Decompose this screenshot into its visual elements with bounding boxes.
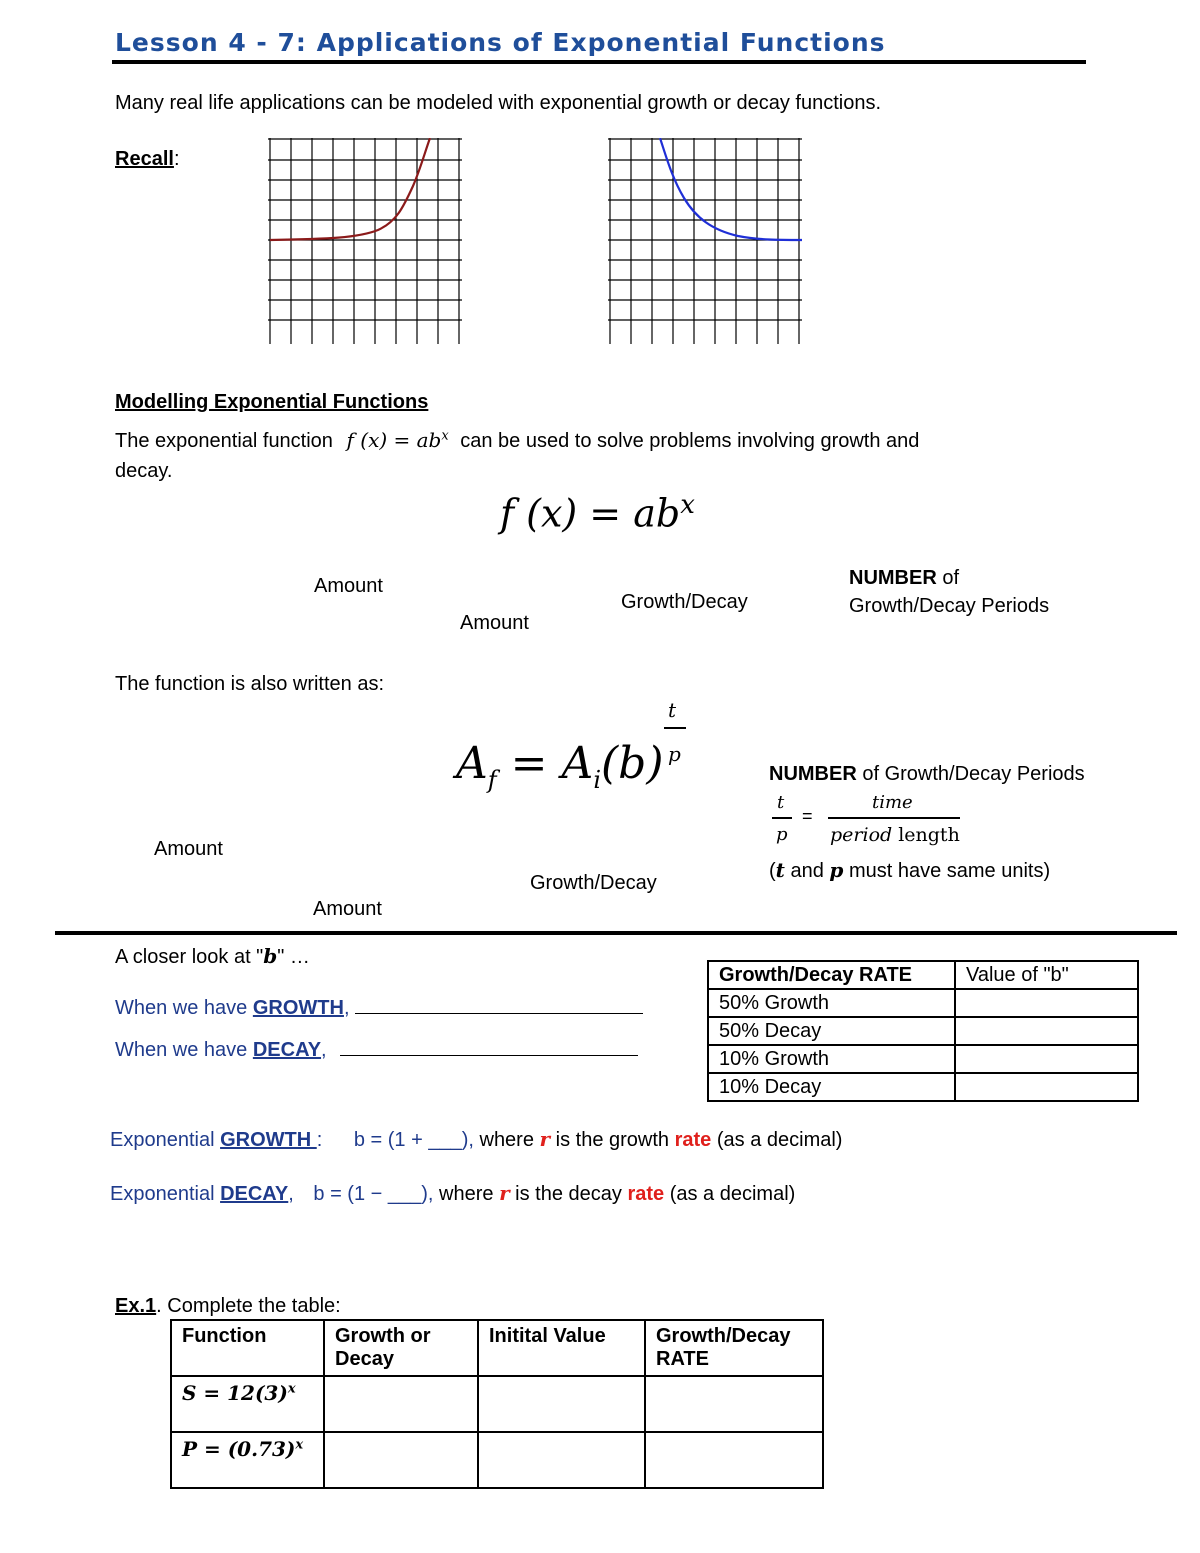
frac-period: period: [830, 824, 893, 846]
modelling-sentence-c: decay.: [115, 460, 173, 482]
units-p: p: [829, 858, 844, 882]
row1-exp: x: [287, 1381, 296, 1397]
recall-label: [115, 148, 180, 171]
value-cell[interactable]: [955, 989, 1138, 1017]
units-note: [769, 858, 1050, 883]
table-row: [708, 1017, 1138, 1045]
rate-header: Growth/Decay RATE: [708, 961, 955, 989]
label-amount-2: Amount: [460, 612, 529, 634]
decay-end: (as a decimal): [664, 1183, 796, 1205]
recall-colon: :: [173, 148, 180, 170]
inline-formula-exp: x: [441, 428, 449, 444]
decay-where: where: [433, 1183, 500, 1205]
row2-function: P = (0.73): [182, 1437, 296, 1461]
table-row: [171, 1320, 823, 1376]
periods-bold: NUMBER: [769, 763, 857, 785]
table-row: [708, 961, 1138, 989]
alt-formula-lhs-sub: f: [487, 765, 497, 794]
table-row: [708, 989, 1138, 1017]
title-rule: [112, 60, 1086, 64]
units-t: t: [775, 858, 785, 882]
function-cell: [171, 1432, 324, 1488]
value-header: Value of "b": [955, 961, 1138, 989]
table-row: [708, 1045, 1138, 1073]
inline-formula-base: f (x) = ab: [346, 428, 442, 452]
decay-r: r: [499, 1181, 510, 1205]
example-heading: [115, 1295, 341, 1318]
recall-word: Recall: [115, 148, 174, 170]
section-divider: [55, 931, 1177, 935]
col-header-initial-value: Initital Value: [478, 1320, 645, 1376]
table-row: [171, 1432, 823, 1488]
answer-cell[interactable]: [478, 1376, 645, 1432]
rate-cell: 50% Growth: [708, 989, 955, 1017]
decay-grid: [608, 138, 802, 344]
col-header-rate: Growth/Decay RATE: [645, 1320, 823, 1376]
rate-cell: 50% Decay: [708, 1017, 955, 1045]
growth-formula-eq: b = (1 + ___),: [353, 1129, 474, 1151]
modelling-heading: Modelling Exponential Functions: [115, 391, 429, 413]
frac-equals: =: [802, 806, 813, 826]
decay-formula-b: DECAY: [220, 1183, 289, 1205]
decay-formula-a: Exponential: [110, 1183, 221, 1205]
col-header-function: Function: [171, 1320, 324, 1376]
decay-formula-eq: b = (1 − ___),: [313, 1183, 434, 1205]
units-open: (: [769, 860, 776, 882]
table-row: [708, 1073, 1138, 1101]
function-cell: [171, 1376, 324, 1432]
answer-cell[interactable]: [324, 1376, 478, 1432]
answer-cell[interactable]: [645, 1432, 823, 1488]
alt-amount-1: Amount: [154, 838, 223, 860]
alt-formula-rhs-sub: i: [593, 765, 602, 794]
alt-formula-rhs: A: [561, 738, 594, 789]
closer-decay-b: DECAY: [252, 1039, 322, 1061]
label-number-bold: NUMBER: [849, 567, 937, 589]
exp-fraction-bar: [664, 727, 686, 729]
alt-form-intro: The function is also written as:: [115, 673, 385, 695]
closer-decay-c: ,: [321, 1039, 327, 1061]
growth-mid: is the growth: [550, 1129, 675, 1151]
growth-where: where: [473, 1129, 540, 1151]
answer-cell[interactable]: [478, 1432, 645, 1488]
alt-formula-lhs: A: [456, 738, 488, 789]
growth-formula-a: Exponential: [110, 1129, 221, 1151]
exp-t: t: [668, 698, 677, 722]
value-cell[interactable]: [955, 1045, 1138, 1073]
modelling-sentence-b: can be used to solve problems involving growth and: [460, 430, 920, 452]
closer-intro: [115, 944, 310, 969]
alt-formula-equals: =: [510, 738, 548, 789]
closer-growth-a: When we have: [115, 997, 253, 1019]
closer-growth-c: ,: [343, 997, 350, 1019]
growth-grid: [268, 138, 462, 344]
rate-cell: 10% Decay: [708, 1073, 955, 1101]
example-table: [170, 1319, 824, 1489]
answer-cell[interactable]: [645, 1376, 823, 1432]
row1-function: S = 12(3): [182, 1381, 288, 1405]
example-label-dot: .: [156, 1295, 162, 1317]
units-rest: must have same units): [843, 860, 1051, 882]
closer-intro-a: A closer look at ": [115, 946, 264, 968]
modelling-sentence: [115, 428, 919, 453]
growth-curve: [270, 138, 430, 240]
closer-decay: [115, 1039, 638, 1062]
big-formula: [500, 490, 695, 536]
closer-intro-c: " …: [277, 946, 310, 968]
intro-text: Many real life applications can be modeled with exponential growth or decay functions.: [115, 92, 881, 114]
page-title: Lesson 4 - 7: Applications of Exponential Functions: [115, 28, 886, 57]
label-periods: Growth/Decay Periods: [849, 595, 1050, 617]
growth-end: (as a decimal): [711, 1129, 843, 1151]
growth-rate-word: rate: [674, 1129, 712, 1151]
rate-table: [707, 960, 1139, 1102]
rate-cell: 10% Growth: [708, 1045, 955, 1073]
label-growth-decay: Growth/Decay: [621, 591, 748, 613]
answer-cell[interactable]: [324, 1432, 478, 1488]
value-cell[interactable]: [955, 1017, 1138, 1045]
alt-formula: [456, 738, 664, 794]
growth-answer-blank[interactable]: [355, 1013, 643, 1014]
decay-rate-word: rate: [627, 1183, 665, 1205]
label-amount-1: Amount: [314, 575, 383, 597]
frac-bar-left: [772, 817, 792, 819]
frac-p: p: [776, 824, 788, 845]
big-formula-base: f (x) = ab: [500, 491, 681, 536]
frac-period-length: [830, 824, 960, 847]
units-and: and: [784, 860, 830, 882]
example-label: Ex.1: [115, 1295, 157, 1317]
growth-formula-c: :: [316, 1129, 323, 1151]
value-cell[interactable]: [955, 1073, 1138, 1101]
frac-length: length: [892, 824, 960, 846]
alt-formula-paren-b: (b): [601, 738, 664, 789]
growth-graph: [268, 138, 462, 344]
col-header-growth-decay: Growth or Decay: [324, 1320, 478, 1376]
frac-bar-right: [828, 817, 960, 819]
growth-r: r: [539, 1127, 551, 1151]
decay-formula-c: ,: [288, 1183, 294, 1205]
decay-mid: is the decay: [509, 1183, 628, 1205]
decay-formula-line: [110, 1181, 795, 1206]
closer-growth-b: GROWTH: [252, 997, 344, 1019]
periods-rest: of Growth/Decay Periods: [856, 763, 1085, 785]
exp-p: p: [668, 742, 681, 766]
label-number-of-text: of: [936, 567, 960, 589]
frac-time: time: [872, 792, 913, 813]
decay-curve: [660, 138, 802, 240]
example-instruction: Complete the table:: [161, 1295, 341, 1317]
closer-growth: [115, 997, 643, 1020]
decay-answer-blank[interactable]: [340, 1055, 638, 1056]
closer-decay-a: When we have: [115, 1039, 253, 1061]
closer-intro-b: b: [263, 944, 278, 968]
periods-label: [769, 763, 1085, 786]
growth-formula-line: [110, 1127, 842, 1152]
decay-graph: [608, 138, 802, 344]
inline-formula: [347, 428, 449, 452]
alt-growth-decay: Growth/Decay: [530, 872, 657, 894]
row2-exp: x: [295, 1437, 304, 1453]
modelling-sentence-a: The exponential function: [115, 430, 333, 452]
alt-amount-2: Amount: [313, 898, 382, 920]
big-formula-exp: x: [680, 490, 695, 520]
label-number-of: [849, 567, 959, 590]
table-row: [171, 1376, 823, 1432]
frac-t: t: [777, 792, 785, 813]
growth-formula-b: GROWTH: [220, 1129, 317, 1151]
